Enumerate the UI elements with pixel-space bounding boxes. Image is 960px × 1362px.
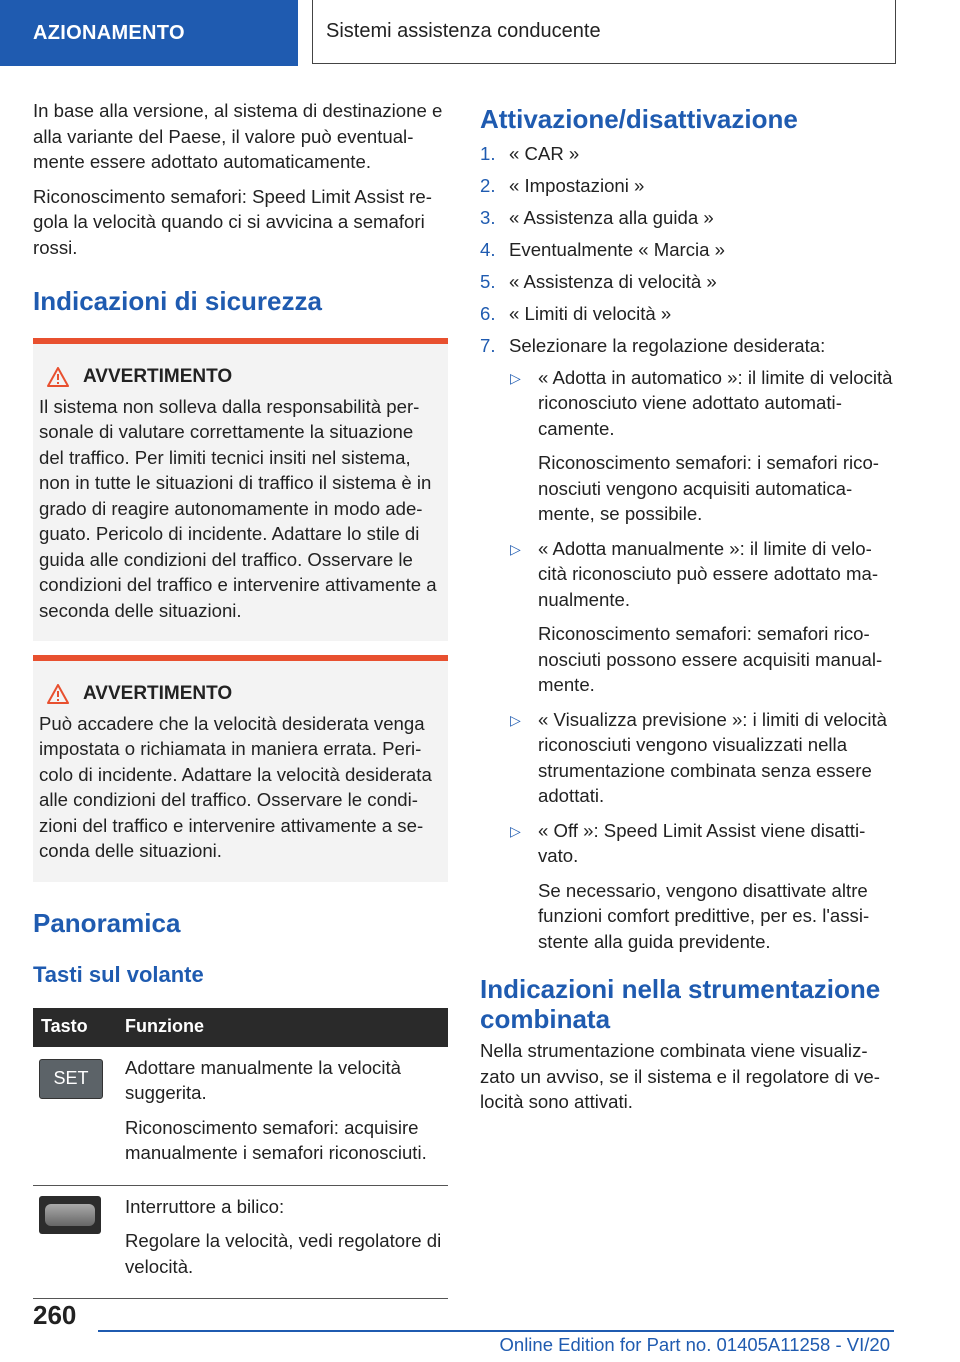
list-item: 7. Selezionare la regolazione desiderata: ▷ « Adotta in automatico »: il limite di velocità riconosciuto viene adottato automaticamente. Riconoscimento semafori: i semafori riconosciuti vengono acquisiti automaticamente, se possibile. ▷ « Adotta manualmente »: il limite di velocità riconosciuto può essere adottato manualmente. Riconoscimento semafori: semafori riconosciuti possono essere acquisiti manualmente. ▷ « Visualizza previsione »: i limiti di velocità riconosciuti vengono visualizzati nella strumentazione combinata senza essere adottati. ▷ « Off »: Speed Limit Assist viene disattivato. Se necessario, vengono disattivate altre funzioni comfort predittive, per es. l'assistente alla guida previdente.: [480, 333, 894, 954]
warning-box: [33, 338, 448, 641]
steps-list: [480, 141, 894, 954]
options-list: [509, 365, 894, 955]
list-item: 3. « Assistenza alla guida »: [480, 207, 714, 228]
table-row: [33, 1047, 448, 1186]
chapter-tab: [312, 0, 896, 64]
left-column: [33, 98, 448, 1299]
cluster-paragraph: Nella strumentazione combinata viene visualizzato un avviso, se il sistema e il regolatore di velocità sono attivati.: [480, 1040, 880, 1112]
table-cell-text: Adottare manualmente la velocità suggerita.: [125, 1056, 401, 1103]
warning-title-text: AVVERTIMENTO: [83, 683, 233, 704]
list-item: ▷ « Off »: Speed Limit Assist viene disattivato. Se necessario, vengono disattivate altre funzioni comfort predittive, per es. l'assistente alla guida previdente.: [510, 819, 870, 952]
list-item: ▷ « Adotta in automatico »: il limite di velocità riconosciuto viene adottato automaticamente. Riconoscimento semafori: i semafori riconosciuti vengono acquisiti automaticamente, se possibile.: [510, 366, 893, 524]
table-cell-text: Interruttore a bilico:: [125, 1195, 285, 1217]
list-item: 6. « Limiti di velocità »: [480, 303, 672, 324]
bullet-triangle-icon: ▷: [510, 711, 521, 728]
list-item: ▷ « Visualizza previsione »: i limiti di velocità riconosciuti vengono visualizzati nella strumentazione combinata senza essere adottati.: [510, 708, 887, 806]
list-item: ▷ « Adotta manualmente »: il limite di velocità riconosciuto può essere adottato manualmente. Riconoscimento semafori: semafori riconosciuti possono essere acquisiti manualmente.: [510, 537, 883, 695]
table-cell-text: Regolare la velocità, vedi regolatore di velocità.: [125, 1230, 442, 1277]
steering-buttons-heading: Tasti sul volante: [33, 961, 204, 987]
cluster-heading: Indicazioni nella strumentazione combinata: [480, 974, 881, 1034]
warning-text: Il sistema non solleva dalla responsabilità personale di valutare correttamente la situazione del traffico. Per limiti tecnici insiti nel sistema, non in tutte le situazioni di traffico il sistema è in grado di reagire autonomamente in modo adeguato. Pericolo di incidente. Adattare lo stile di guida alle condizioni del traffico. Osservare le condizioni del traffico e intervenire attivamente a seconda delle situazioni.: [39, 395, 437, 621]
buttons-table: [33, 1008, 448, 1300]
page-number: 260: [33, 1300, 77, 1330]
warning-triangle-icon: [47, 367, 69, 387]
set-button-icon: SET: [39, 1059, 103, 1099]
table-header: Tasto: [33, 1008, 117, 1047]
list-item: 1. « CAR »: [480, 143, 580, 164]
warning-title-text: AVVERTIMENTO: [83, 366, 233, 387]
table-row: [33, 1185, 448, 1299]
safety-heading: Indicazioni di sicurezza: [33, 286, 322, 316]
section-tab: [0, 0, 298, 66]
rocker-switch-icon: [39, 1196, 101, 1234]
bullet-triangle-icon: ▷: [510, 369, 521, 386]
table-cell-text: Riconoscimento semafori: acquisire manualmente i semafori riconosciuti.: [125, 1116, 427, 1163]
list-item: 2. « Impostazioni »: [480, 175, 645, 196]
overview-heading: Panoramica: [33, 907, 181, 938]
activation-heading: Attivazione/disattivazione: [480, 104, 798, 134]
bullet-triangle-icon: ▷: [510, 822, 521, 839]
list-item: 4. Eventualmente « Marcia »: [480, 239, 726, 260]
intro-paragraph: Riconoscimento semafori: Speed Limit Assist regola la velocità quando ci si avvicina a semafori rossi.: [33, 185, 432, 258]
warning-title: [39, 681, 440, 707]
right-column: [480, 98, 894, 1124]
footer-divider: [98, 1330, 894, 1332]
table-header-row: [33, 1008, 448, 1047]
chapter-label: Sistemi assistenza conducente: [326, 20, 601, 42]
bullet-triangle-icon: ▷: [510, 540, 521, 557]
warning-text: Può accadere che la velocità desiderata venga impostata o richiamata in maniera errata. Pericolo di incidente. Adattare la velocità desiderata alle condizioni del traffico. Osservare le condizioni del traffico e intervenire attivamente a seconda delle situazioni.: [39, 712, 432, 861]
warning-box: [33, 655, 448, 882]
warning-triangle-icon: [47, 684, 69, 704]
warning-title: [39, 364, 440, 390]
section-label: AZIONAMENTO: [33, 21, 185, 44]
list-item: 5. « Assistenza di velocità »: [480, 271, 717, 292]
intro-paragraph: In base alla versione, al sistema di destinazione e alla variante del Paese, il valore può eventualmente essere adottato automaticamente.: [33, 100, 443, 172]
edition-footer: Online Edition for Part no. 01405A11258 - VI/20: [499, 1334, 890, 1355]
table-header: Funzione: [117, 1008, 448, 1047]
